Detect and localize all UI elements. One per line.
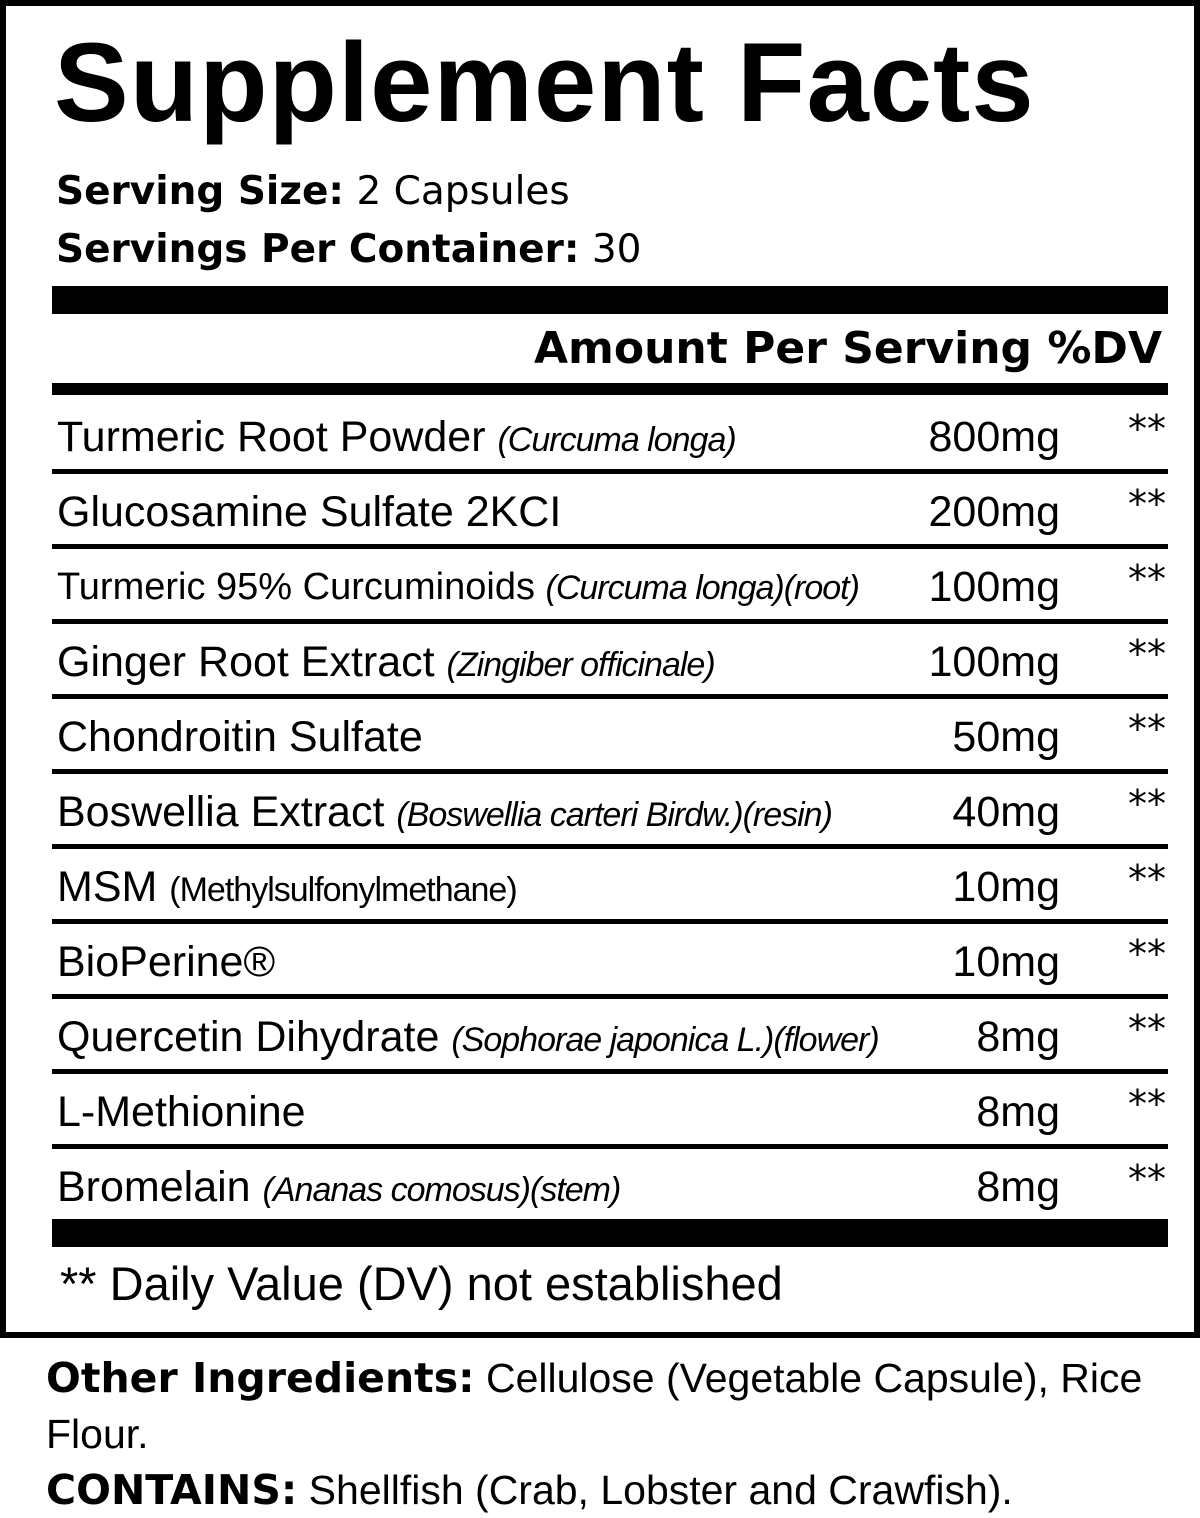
other-ingredients-value: Cellulose (Vegetable Capsule), Rice Flour. — [46, 1355, 1143, 1457]
ingredient-dv: ** — [1128, 1082, 1166, 1126]
ingredient-dv: ** — [1128, 557, 1166, 601]
ingredient-row — [52, 1149, 1168, 1223]
ingredient-name: Ginger Root Extract (Zingiber officinale) — [57, 638, 715, 686]
other-ingredients — [46, 1350, 1196, 1462]
column-header: Amount Per Serving %DV — [533, 323, 1162, 374]
ingredient-row — [52, 924, 1168, 999]
ingredient-dv: ** — [1128, 632, 1166, 676]
ingredient-latin: (Ananas comosus)(stem) — [262, 1171, 621, 1209]
ingredient-row — [52, 699, 1168, 774]
ingredient-row — [52, 774, 1168, 849]
ingredient-dv: ** — [1128, 407, 1166, 451]
serving-size-value: 2 Capsules — [356, 169, 570, 214]
ingredient-amount: 8mg — [976, 1013, 1060, 1061]
ingredient-latin: (Curcuma longa) — [497, 421, 736, 459]
ingredient-amount: 100mg — [928, 563, 1060, 611]
ingredient-dv: ** — [1128, 482, 1166, 526]
ingredient-amount: 8mg — [976, 1088, 1060, 1136]
servings-per-container — [56, 224, 641, 276]
servings-per-container-label: Servings Per Container: — [56, 227, 580, 272]
servings-per-container-value: 30 — [591, 227, 642, 272]
divider-thick-bottom — [52, 1219, 1168, 1247]
ingredient-dv: ** — [1128, 707, 1166, 751]
ingredient-row — [52, 849, 1168, 924]
ingredient-name: Chondroitin Sulfate — [57, 713, 423, 761]
ingredient-latin: (Sophorae japonica L.)(flower) — [451, 1021, 879, 1059]
serving-size — [56, 166, 570, 218]
ingredient-name: Turmeric Root Powder (Curcuma longa) — [57, 413, 736, 461]
ingredient-amount: 800mg — [928, 413, 1060, 461]
ingredient-amount: 8mg — [976, 1163, 1060, 1211]
ingredient-amount: 50mg — [952, 713, 1060, 761]
ingredient-row — [52, 399, 1168, 474]
ingredient-row — [52, 999, 1168, 1074]
ingredient-latin: (Methylsulfonylmethane) — [169, 871, 517, 909]
divider-medium — [52, 383, 1168, 395]
ingredient-name: Turmeric 95% Curcuminoids (Curcuma longa)(root) — [57, 566, 859, 608]
ingredient-name: L-Methionine — [57, 1088, 306, 1136]
ingredient-dv: ** — [1128, 1157, 1166, 1201]
divider-thick — [52, 286, 1168, 314]
ingredient-latin: (Zingiber officinale) — [446, 646, 715, 684]
serving-size-label: Serving Size: — [56, 169, 345, 214]
ingredient-name: Glucosamine Sulfate 2KCI — [57, 488, 562, 536]
page-title: Supplement Facts — [54, 20, 1035, 145]
ingredient-name: Bromelain (Ananas comosus)(stem) — [57, 1163, 621, 1211]
ingredient-amount: 10mg — [952, 938, 1060, 986]
ingredient-dv: ** — [1128, 1007, 1166, 1051]
ingredient-dv: ** — [1128, 932, 1166, 976]
ingredient-row — [52, 474, 1168, 549]
allergen-statement — [46, 1462, 1196, 1518]
ingredient-list — [52, 399, 1168, 1223]
ingredient-row — [52, 1074, 1168, 1149]
ingredient-amount: 100mg — [928, 638, 1060, 686]
ingredient-row — [52, 549, 1168, 624]
contains-label: CONTAINS: — [46, 1466, 298, 1514]
ingredient-name: MSM (Methylsulfonylmethane) — [57, 863, 517, 911]
ingredient-row — [52, 624, 1168, 699]
ingredient-latin: (Curcuma longa)(root) — [545, 569, 859, 607]
ingredient-name: Boswellia Extract (Boswellia carteri Birdw.)(resin) — [57, 788, 832, 836]
ingredient-amount: 10mg — [952, 863, 1060, 911]
ingredient-amount: 200mg — [928, 488, 1060, 536]
ingredient-dv: ** — [1128, 782, 1166, 826]
ingredient-name: BioPerine® — [57, 938, 276, 986]
ingredient-latin: (Boswellia carteri Birdw.)(resin) — [396, 796, 832, 834]
ingredient-dv: ** — [1128, 857, 1166, 901]
ingredient-amount: 40mg — [952, 788, 1060, 836]
dv-footnote: ** Daily Value (DV) not established — [60, 1257, 783, 1310]
contains-value: Shellfish (Crab, Lobster and Crawfish). — [308, 1467, 1013, 1513]
ingredient-name: Quercetin Dihydrate (Sophorae japonica L.)(flower) — [57, 1013, 879, 1061]
other-ingredients-label: Other Ingredients: — [46, 1354, 475, 1402]
